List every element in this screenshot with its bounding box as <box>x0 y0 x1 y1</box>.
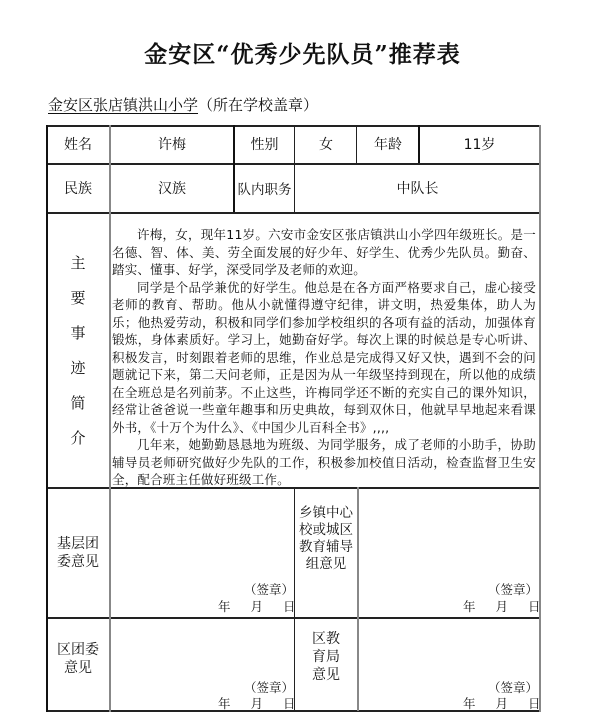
date-month: 月 <box>250 696 264 711</box>
date-day: 日 <box>528 696 541 711</box>
date-year: 年 <box>463 696 476 711</box>
label-line: 育局 <box>312 649 340 665</box>
label-line: 意见 <box>312 667 340 683</box>
district-league-opinion-label <box>46 619 110 699</box>
position-value: 中队长 <box>396 181 439 197</box>
deeds-label-char: 简 <box>70 394 86 412</box>
date-line <box>463 597 541 615</box>
date-month: 月 <box>495 599 509 614</box>
deeds-text <box>112 226 536 489</box>
date-year: 年 <box>463 599 476 614</box>
deeds-label <box>46 213 110 487</box>
date-line <box>218 694 296 712</box>
date-month: 月 <box>250 599 264 614</box>
label-line: 区教 <box>312 631 340 647</box>
signature-label: （签章） <box>244 582 295 597</box>
ethnicity-label: 民族 <box>64 181 92 197</box>
row-divider <box>46 212 540 214</box>
label-line: 区团委 <box>57 642 99 658</box>
deeds-paragraph: 同学是个品学兼优的好学生。他总是在各方面严格要求自己，虚心接受老师的教育、帮助。他从小就懂得遵守纪律，讲文明，热爱集体，助人为乐；他热爱劳动，积极和同学们参加学校组织的各项有益的活动，加强体育锻炼，身体素质好。学习上，她勤奋好学。每次上课的时候总是专心听讲、积极发言，时刻跟着老师的思维，作业总是完成得又好又快，遇到不会的问题就记下来，第二天问老师，正是因为从一年级坚持到现在，所以他的成绩在全班总是名列前茅。不止这些，许梅同学还不断的充实自己的课外知识，经常让爸爸说一些童年趣事和历史典故，每到双休日，他就早早地起来看课外书，《十万个为什么》、《中国少儿百科全书》,,,, <box>112 279 536 435</box>
date-year: 年 <box>218 599 231 614</box>
age-value: 11岁 <box>463 137 496 153</box>
school-line <box>48 94 318 115</box>
grassroots-opinion-label <box>46 489 110 617</box>
name-label: 姓名 <box>64 137 92 153</box>
township-opinion-label <box>295 489 357 589</box>
deeds-label-char: 事 <box>70 324 86 342</box>
page-title: 金安区“优秀少先队员”推荐表 <box>144 41 461 68</box>
signature-label: （签章） <box>488 680 539 695</box>
label-line: 意见 <box>64 660 92 676</box>
deeds-label-char: 迹 <box>70 359 86 377</box>
date-day: 日 <box>283 599 296 614</box>
date-month: 月 <box>495 696 509 711</box>
school-name: 金安区张店镇洪山小学 <box>48 96 199 114</box>
school-seal-note: （所在学校盖章） <box>198 96 319 114</box>
deeds-label-char: 主 <box>70 254 86 272</box>
deeds-label-char: 介 <box>70 429 86 447</box>
date-day: 日 <box>283 696 296 711</box>
age-label: 年龄 <box>374 137 402 153</box>
position-label: 队内职务 <box>237 182 292 198</box>
date-line <box>218 597 296 615</box>
name-value: 许梅 <box>158 137 186 153</box>
deeds-paragraph: 几年来，她勤勤恳恳地为班级、为同学服务，成了老师的小助手，协助辅导员老师研究做好少先队的工作，积极参加校值日活动，检查监督卫生安全，配合班主任做好班级工作。 <box>112 437 536 487</box>
label-line: 基层团 <box>57 536 99 552</box>
gender-value: 女 <box>319 137 333 153</box>
signature-label: （签章） <box>488 582 539 597</box>
row-divider <box>46 617 540 619</box>
col-divider <box>357 487 359 711</box>
label-line: 组意见 <box>305 556 347 572</box>
deeds-paragraph: 许梅，女，现年11岁。六安市金安区张店镇洪山小学四年级班长。是一名德、智、体、美、劳全面发展的好少年、好学生、优秀少先队员。勤奋、踏实、懂事、好学，深受同学及老师的欢迎。 <box>112 227 536 277</box>
label-line: 委意见 <box>57 554 99 570</box>
signature-label: （签章） <box>244 680 295 695</box>
district-edu-opinion-label <box>295 619 357 695</box>
recommendation-table <box>46 125 540 711</box>
label-line: 教育辅导 <box>299 539 353 555</box>
table-border-right <box>539 125 541 712</box>
gender-label: 性别 <box>250 137 279 153</box>
ethnicity-value: 汉族 <box>158 181 186 197</box>
date-line <box>463 694 541 712</box>
label-line: 乡镇中心 <box>299 505 353 521</box>
date-day: 日 <box>528 599 541 614</box>
label-line: 校或城区 <box>299 522 353 538</box>
deeds-label-char: 要 <box>70 289 86 307</box>
date-year: 年 <box>218 696 231 711</box>
